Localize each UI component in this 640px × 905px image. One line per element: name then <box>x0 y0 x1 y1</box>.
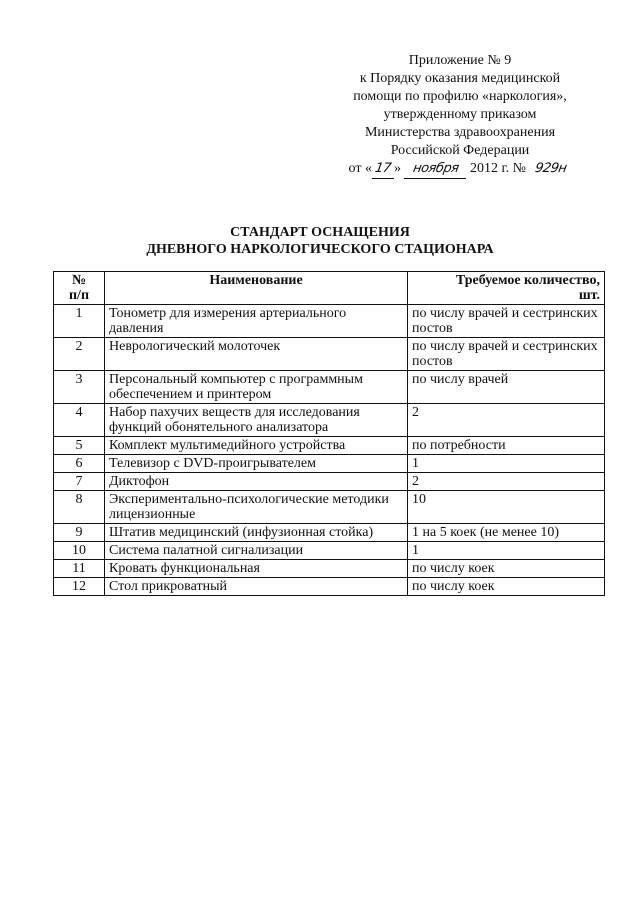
row-qty: по числу врачей <box>408 371 605 404</box>
header-qty: Требуемое количество, шт. <box>408 272 605 305</box>
table-row <box>54 338 605 371</box>
row-name: Экспериментально-психологические методики лицензионные <box>105 491 408 524</box>
row-num: 12 <box>54 578 105 596</box>
appendix-header <box>325 52 595 179</box>
date-year: 2012 г. № <box>469 161 526 176</box>
row-num: 2 <box>54 338 105 371</box>
table-row <box>54 560 605 578</box>
row-name: Диктофон <box>105 473 408 491</box>
table-row <box>54 455 605 473</box>
row-qty: 1 <box>408 542 605 560</box>
table-row <box>54 542 605 560</box>
row-name: Неврологический молоточек <box>105 338 408 371</box>
row-num: 7 <box>54 473 105 491</box>
table-header-row <box>54 272 605 305</box>
order-date-line <box>325 160 595 179</box>
row-name: Набор пахучих веществ для исследования функций обонятельного анализатора <box>105 404 408 437</box>
date-prefix: от « <box>348 161 372 176</box>
row-num: 8 <box>54 491 105 524</box>
appendix-line-3: помощи по профилю «наркология», <box>353 89 567 104</box>
row-qty: 1 <box>408 455 605 473</box>
title-line-1: СТАНДАРТ ОСНАЩЕНИЯ <box>230 225 410 240</box>
table-row <box>54 491 605 524</box>
row-qty: 2 <box>408 404 605 437</box>
row-name: Телевизор с DVD-проигрывателем <box>105 455 408 473</box>
row-name: Штатив медицинский (инфузионная стойка) <box>105 524 408 542</box>
row-name: Кровать функциональная <box>105 560 408 578</box>
date-mid: » <box>393 161 401 176</box>
table-row <box>54 578 605 596</box>
row-name: Комплект мультимедийного устройства <box>105 437 408 455</box>
row-qty: по числу коек <box>408 560 605 578</box>
appendix-line-6: Российской Федерации <box>390 143 530 158</box>
row-qty: по числу врачей и сестринских постов <box>408 305 605 338</box>
date-month-handwritten: ноября <box>404 160 466 179</box>
row-name: Стол прикроватный <box>105 578 408 596</box>
table-row <box>54 473 605 491</box>
equipment-table <box>53 271 605 596</box>
document-title <box>0 224 640 258</box>
row-qty: 2 <box>408 473 605 491</box>
row-qty: по числу врачей и сестринских постов <box>408 338 605 371</box>
table-row <box>54 404 605 437</box>
row-num: 1 <box>54 305 105 338</box>
row-qty: по потребности <box>408 437 605 455</box>
table-row <box>54 437 605 455</box>
row-name: Тонометр для измерения артериального давления <box>105 305 408 338</box>
header-name: Наименование <box>105 272 408 305</box>
date-day-handwritten: 17 <box>372 160 394 179</box>
table-row <box>54 305 605 338</box>
row-num: 11 <box>54 560 105 578</box>
appendix-number: Приложение № 9 <box>408 53 512 68</box>
row-num: 4 <box>54 404 105 437</box>
row-num: 9 <box>54 524 105 542</box>
header-num: № п/п <box>54 272 105 305</box>
appendix-line-4: утвержденному приказом <box>383 107 537 122</box>
appendix-line-2: к Порядку оказания медицинской <box>359 71 561 86</box>
order-number-handwritten: 929н <box>533 161 568 176</box>
row-name: Система палатной сигнализации <box>105 542 408 560</box>
table-row <box>54 371 605 404</box>
table-row <box>54 524 605 542</box>
row-name: Персональный компьютер с программным обеспечением и принтером <box>105 371 408 404</box>
row-qty: по числу коек <box>408 578 605 596</box>
row-num: 6 <box>54 455 105 473</box>
row-num: 3 <box>54 371 105 404</box>
row-num: 10 <box>54 542 105 560</box>
row-qty: 10 <box>408 491 605 524</box>
title-line-2: ДНЕВНОГО НАРКОЛОГИЧЕСКОГО СТАЦИОНАРА <box>146 242 494 257</box>
appendix-line-5: Министерства здравоохранения <box>364 125 556 140</box>
row-num: 5 <box>54 437 105 455</box>
row-qty: 1 на 5 коек (не менее 10) <box>408 524 605 542</box>
